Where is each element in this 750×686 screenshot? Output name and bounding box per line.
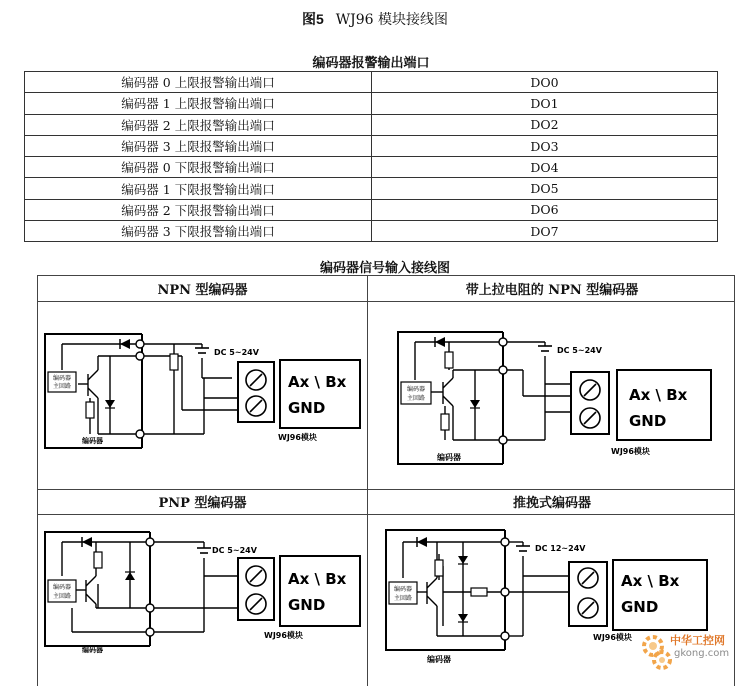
digital-output-cell: DO6 (372, 199, 718, 220)
push-pull-terminal-b: GND (621, 598, 659, 616)
digital-output-cell: DO4 (372, 157, 718, 178)
watermark (640, 632, 730, 676)
table-row (25, 135, 718, 156)
alarm-port-cell: 编码器 0 下限报警输出端口 (25, 157, 372, 178)
pnp-terminal-a: Ax \ Bx (288, 570, 347, 588)
alarm-port-cell: 编码器 0 上限报警输出端口 (25, 72, 372, 93)
alarm-port-cell: 编码器 2 上限报警输出端口 (25, 114, 372, 135)
pnp-wiring-diagram (42, 528, 362, 656)
npn-pullup-main-circuit-line2: 主回路 (406, 395, 426, 402)
gear-icon (640, 632, 674, 672)
watermark-url: gkong.com (674, 648, 730, 659)
digital-output-cell: DO5 (372, 178, 718, 199)
alarm-output-table (24, 71, 718, 242)
table-row (25, 72, 718, 93)
pnp-encoder-label: 编码器 (82, 646, 103, 654)
figure-number: 图5 (301, 11, 324, 27)
panel-title-npn-pullup: 带上拉电阻的 NPN 型编码器 (465, 283, 639, 298)
pnp-module-label: WJ96模块 (264, 631, 303, 640)
alarm-table-title: 编码器报警输出端口 (312, 56, 430, 71)
push-pull-supply-label: DC 12~24V (535, 544, 586, 553)
digital-output-cell: DO1 (372, 93, 718, 114)
npn-pullup-encoder-label: 编码器 (437, 453, 461, 462)
digital-output-cell: DO2 (372, 114, 718, 135)
alarm-port-cell: 编码器 1 上限报警输出端口 (25, 93, 372, 114)
pnp-main-circuit-line2: 主回路 (52, 593, 72, 600)
panel-title-pnp: PNP 型编码器 (158, 496, 247, 511)
pnp-main-circuit-line1: 编码器 (52, 584, 72, 591)
npn-encoder-label: 编码器 (82, 437, 103, 445)
grid-divider-h2 (38, 489, 734, 490)
npn-pullup-terminal-a: Ax \ Bx (629, 386, 688, 404)
npn-module-label: WJ96模块 (278, 433, 317, 442)
grid-divider-h1 (38, 301, 734, 302)
panel-title-push-pull: 推挽式编码器 (512, 496, 591, 511)
digital-output-cell: DO0 (372, 72, 718, 93)
npn-wiring-diagram (42, 330, 362, 454)
wiring-section-title: 编码器信号输入接线图 (319, 261, 450, 276)
push-pull-encoder-label: 编码器 (427, 655, 451, 664)
grid-divider-h3 (38, 514, 734, 515)
npn-main-circuit-line2: 主回路 (52, 383, 72, 390)
npn-pullup-main-circuit-line1: 编码器 (406, 386, 426, 393)
table-row (25, 93, 718, 114)
alarm-port-cell: 编码器 1 下限报警输出端口 (25, 178, 372, 199)
npn-supply-label: DC 5~24V (214, 348, 259, 357)
pnp-supply-label: DC 5~24V (212, 546, 257, 555)
npn-terminal-a: Ax \ Bx (288, 373, 347, 391)
push-pull-terminal-a: Ax \ Bx (621, 572, 680, 590)
npn-pullup-wiring-diagram (395, 328, 715, 468)
figure-caption-text: WJ96 模块接线图 (335, 12, 449, 28)
figure-caption (0, 9, 750, 29)
digital-output-cell: DO7 (372, 221, 718, 242)
push-pull-module-label: WJ96模块 (593, 633, 632, 642)
table-row (25, 221, 718, 242)
npn-terminal-b: GND (288, 399, 326, 417)
push-pull-main-circuit-line1: 编码器 (393, 586, 413, 593)
digital-output-cell: DO3 (372, 135, 718, 156)
pnp-terminal-b: GND (288, 596, 326, 614)
npn-pullup-module-label: WJ96模块 (611, 447, 650, 456)
alarm-port-cell: 编码器 2 下限报警输出端口 (25, 199, 372, 220)
push-pull-main-circuit-line2: 主回路 (393, 595, 413, 602)
table-row (25, 199, 718, 220)
table-row (25, 178, 718, 199)
npn-main-circuit-line1: 编码器 (52, 375, 72, 382)
alarm-port-cell: 编码器 3 上限报警输出端口 (25, 135, 372, 156)
npn-pullup-supply-label: DC 5~24V (557, 346, 602, 355)
npn-pullup-terminal-b: GND (629, 412, 667, 430)
panel-title-npn: NPN 型编码器 (157, 283, 248, 298)
watermark-name: 中华工控网 (670, 634, 725, 647)
grid-divider-vertical (367, 276, 368, 686)
table-row (25, 157, 718, 178)
alarm-port-cell: 编码器 3 下限报警输出端口 (25, 221, 372, 242)
table-row (25, 114, 718, 135)
